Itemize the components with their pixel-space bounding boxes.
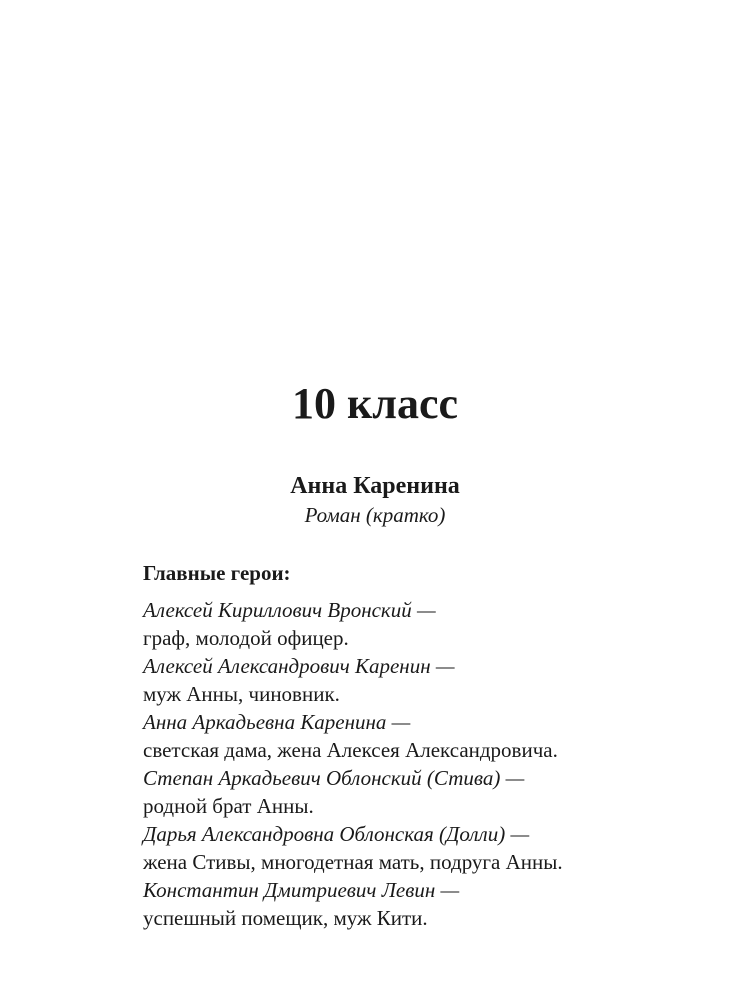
character-list [143, 596, 723, 932]
character-description: родной брат Анны. [143, 794, 314, 818]
character-description: граф, молодой офицер. [143, 626, 349, 650]
main-characters-heading: Главные герои: [143, 561, 291, 585]
character-description: муж Анны, чиновник. [143, 682, 340, 706]
character-entry [143, 708, 723, 764]
character-name: Степан Аркадьевич Облонский (Стива) — [143, 766, 525, 790]
character-name: Дарья Александровна Облонская (Долли) — [143, 822, 530, 846]
character-entry [143, 876, 723, 932]
character-description: светская дама, жена Алексея Александровича. [143, 738, 558, 762]
character-name: Анна Аркадьевна Каренина — [143, 710, 411, 734]
book-subtitle: Роман (кратко) [304, 503, 446, 527]
character-entry [143, 764, 723, 820]
character-name: Константин Дмитриевич Левин — [143, 878, 460, 902]
character-entry [143, 652, 723, 708]
character-name: Алексей Кириллович Вронский — [143, 598, 436, 622]
book-title: Анна Каренина [290, 473, 460, 499]
grade-title: 10 класс [291, 379, 459, 428]
character-name: Алексей Александрович Каренин — [143, 654, 455, 678]
character-entry [143, 596, 723, 652]
character-entry [143, 820, 723, 876]
main-characters-section [143, 558, 723, 932]
character-description: успешный помещик, муж Кити. [143, 906, 428, 930]
character-description: жена Стивы, многодетная мать, подруга Анны. [143, 850, 563, 874]
